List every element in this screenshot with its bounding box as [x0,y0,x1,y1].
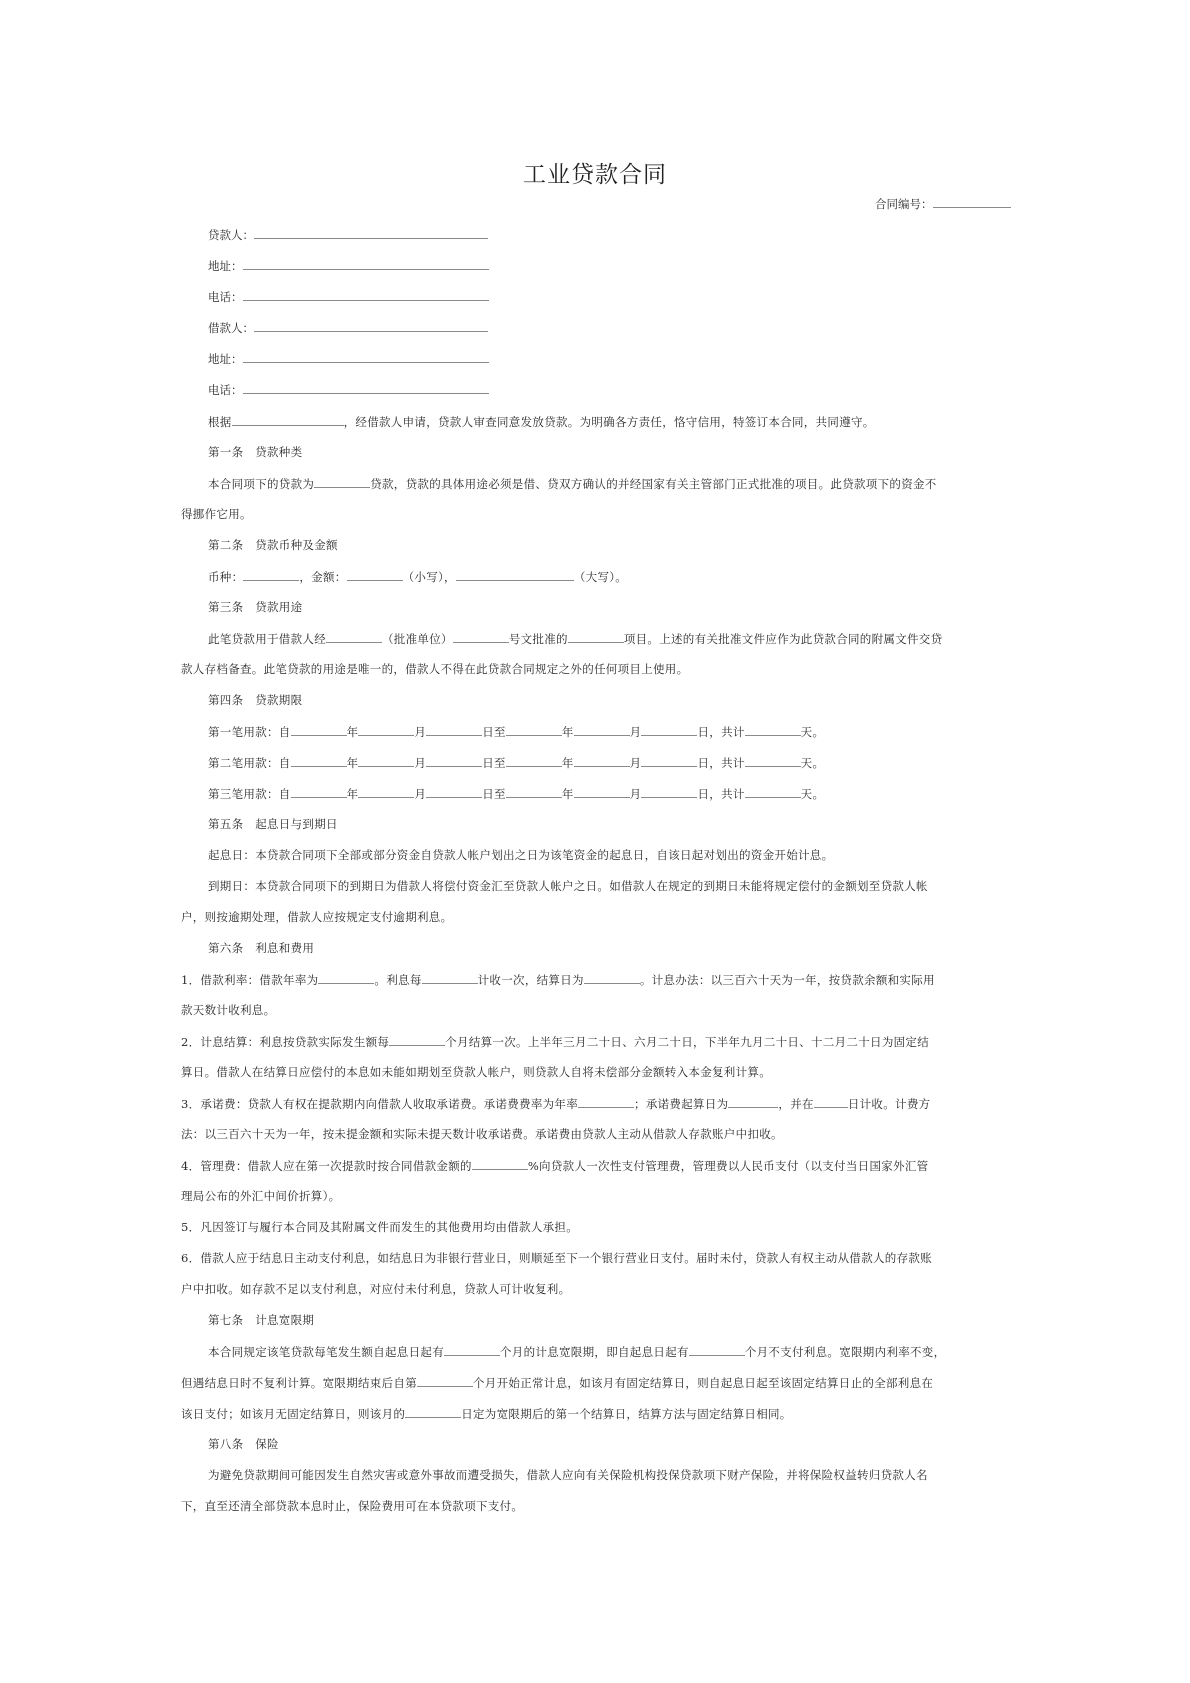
article-6-heading: 第六条 利息和费用 [208,941,315,955]
field-label: 地址： [208,259,243,273]
end-year-blank[interactable] [506,754,562,767]
lender-name-blank[interactable] [254,226,488,239]
project-blank[interactable] [568,630,624,643]
contract-number-label: 合同编号： [875,197,933,211]
article-6-item-6: 6．借款人应于结息日主动支付利息，如结息日为非银行营业日，则顺延至下一个银行营业日支付。届时未付，贷款人有权主动从借款人的存款账 [181,1251,933,1265]
commitment-start-blank[interactable] [728,1095,778,1108]
start-year-blank[interactable] [291,785,347,798]
total-days-blank[interactable] [745,723,801,736]
end-year-blank[interactable] [506,723,562,736]
document-title: 工业贷款合同 [523,162,667,188]
document-number-blank[interactable] [453,630,509,643]
drawdown-row-3: 第三笔用款：自 年 月 日至 年 月 日，共计 天。 [208,787,825,801]
field-label: 电话： [208,290,243,304]
lender-name-line [208,226,488,243]
start-day-blank[interactable] [426,754,482,767]
preamble: 根据 ，经借款人申请，贷款人审查同意发放贷款。为明确各方责任，恪守信用，特签订本合同，共同遵守。 [208,415,875,429]
field-label: 借款人： [208,321,254,335]
contract-number-line [875,195,1011,212]
article-5-maturity-date-cont: 户，则按逾期处理，借款人应按规定支付逾期利息。 [181,910,453,924]
start-month-blank[interactable] [358,723,414,736]
article-8-text: 为避免贷款期间可能因发生自然灾害或意外事故而遭受损失，借款人应向有关保险机构投保贷款项下财产保险，并将保险权益转归贷款人名 [208,1468,928,1482]
borrower-name-blank[interactable] [254,319,488,332]
article-1-text: 本合同项下的贷款为 贷款，贷款的具体用途必须是借、贷双方确认的并经国家有关主管部门正式批准的项目。此贷款项下的资金不 [208,477,937,491]
annual-rate-blank[interactable] [318,971,374,984]
settlement-date-blank[interactable] [584,971,640,984]
first-settlement-day-blank[interactable] [405,1405,461,1418]
article-1-text-cont: 得挪作它用。 [181,507,252,521]
article-6-item-6-cont: 户中扣收。如存款不足以支付利息，对应付未付利息，贷款人可计收复利。 [181,1282,571,1296]
end-day-blank[interactable] [641,723,697,736]
borrower-address-line [208,350,489,367]
article-7-text-cont-1: 但遇结息日时不复利计算。宽限期结束后自第 个月开始正常计息，如该月有固定结算日，则自起息日起至该固定结算日止的全部利息在 [181,1376,934,1390]
amount-numeric-blank[interactable] [347,568,403,581]
article-2-heading: 第二条 贷款币种及金额 [208,538,338,552]
lender-address-blank[interactable] [243,257,489,270]
article-5-heading: 第五条 起息日与到期日 [208,817,338,831]
commitment-day-blank[interactable] [814,1095,848,1108]
article-6-item-3: 3．承诺费：贷款人有权在提款期内向借款人收取承诺费。承诺费费率为年率 ；承诺费起算日为 ，并在 日计收。计费方 [181,1097,931,1111]
article-5-value-date: 起息日：本贷款合同项下全部或部分资金自贷款人帐户划出之日为该笔资金的起息日，自该日起对划出的资金开始计息。 [208,848,834,862]
end-month-blank[interactable] [574,754,630,767]
drawdown-row-1: 第一笔用款：自 年 月 日至 年 月 日，共计 天。 [208,725,825,739]
article-3-text: 此笔贷款用于借款人经 （批准单位） 号文批准的 项目。上述的有关批准文件应作为此贷款合同的附属文件交贷 [208,632,943,646]
article-6-item-1-cont: 款天数计收利息。 [181,1003,276,1017]
field-label: 地址： [208,352,243,366]
start-month-blank[interactable] [358,785,414,798]
end-month-blank[interactable] [574,723,630,736]
lender-address-line [208,257,489,274]
article-6-item-4: 4．管理费：借款人应在第一次提款时按合同借款金额的 %向贷款人一次性支付管理费，管理费以人民币支付（以支付当日国家外汇管 [181,1159,929,1173]
borrower-name-line [208,319,488,336]
borrower-address-blank[interactable] [243,350,489,363]
normal-interest-month-blank[interactable] [417,1374,473,1387]
article-6-item-2-cont: 算日。借款人在结算日应偿付的本息如未能如期划至贷款人帐户，则贷款人自将未偿部分金额转入本金复利计算。 [181,1065,771,1079]
total-days-blank[interactable] [745,754,801,767]
article-2-text: 币种： ，金额： （小写）， （大写）。 [208,570,628,584]
article-3-text-cont: 款人存档备查。此笔贷款的用途是唯一的，借款人不得在此贷款合同规定之外的任何项目上使用。 [181,662,689,676]
borrower-phone-blank[interactable] [243,381,489,394]
article-5-maturity-date: 到期日：本贷款合同项下的到期日为借款人将偿付资金汇至贷款人帐户之日。如借款人在规定的到期日未能将规定偿付的金额划至贷款人帐 [208,879,928,893]
article-7-heading: 第七条 计息宽限期 [208,1313,315,1327]
lender-phone-line [208,288,489,305]
borrower-phone-line [208,381,489,398]
article-8-text-cont: 下，直至还清全部贷款本息时止，保险费用可在本贷款项下支付。 [181,1499,524,1513]
management-fee-pct-blank[interactable] [472,1157,528,1170]
article-6-item-3-cont: 法：以三百六十天为一年，按未提金额和实际未提天数计收承诺费。承诺费由贷款人主动从借款人存款账户中扣收。 [181,1127,783,1141]
article-4-heading: 第四条 贷款期限 [208,693,303,707]
article-3-heading: 第三条 贷款用途 [208,600,303,614]
end-day-blank[interactable] [641,785,697,798]
settlement-months-blank[interactable] [389,1033,445,1046]
amount-words-blank[interactable] [456,568,574,581]
field-label: 贷款人： [208,228,254,242]
start-day-blank[interactable] [426,723,482,736]
grace-months-blank[interactable] [444,1343,500,1356]
total-days-blank[interactable] [745,785,801,798]
article-1-heading: 第一条 贷款种类 [208,445,303,459]
article-6-item-5: 5．凡因签订与履行本合同及其附属文件而发生的其他费用均由借款人承担。 [181,1220,579,1234]
article-6-item-1: 1．借款利率：借款年率为 。利息每 计收一次，结算日为 。计息办法：以三百六十天为一年，按贷款余额和实际用 [181,973,935,987]
basis-blank[interactable] [232,413,344,426]
drawdown-row-2: 第二笔用款：自 年 月 日至 年 月 日，共计 天。 [208,756,825,770]
article-7-text-cont-2: 该日支付；如该月无固定结算日，则该月的 日定为宽限期后的第一个结算日，结算方法与固定结算日相同。 [181,1407,792,1421]
contract-number-blank[interactable] [933,195,1011,208]
end-day-blank[interactable] [641,754,697,767]
start-month-blank[interactable] [358,754,414,767]
no-interest-months-blank[interactable] [689,1343,745,1356]
start-year-blank[interactable] [291,723,347,736]
interest-period-blank[interactable] [422,971,478,984]
commitment-rate-blank[interactable] [578,1095,634,1108]
article-6-item-2: 2．计息结算：利息按贷款实际发生额每 个月结算一次。上半年三月二十日、六月二十日，下半年九月二十日、十二月二十日为固定结 [181,1035,930,1049]
currency-blank[interactable] [243,568,299,581]
lender-phone-blank[interactable] [243,288,489,301]
field-label: 电话： [208,383,243,397]
end-year-blank[interactable] [506,785,562,798]
article-7-text: 本合同规定该笔贷款每笔发生额自起息日起有 个月的计息宽限期，即自起息日起有 个月不支付利息。宽限期内利率不变， [208,1345,946,1359]
loan-type-blank[interactable] [314,475,370,488]
start-year-blank[interactable] [291,754,347,767]
start-day-blank[interactable] [426,785,482,798]
article-6-item-4-cont: 理局公布的外汇中间价折算）。 [181,1189,341,1203]
approval-unit-blank[interactable] [326,630,382,643]
article-8-heading: 第八条 保险 [208,1437,279,1451]
end-month-blank[interactable] [574,785,630,798]
